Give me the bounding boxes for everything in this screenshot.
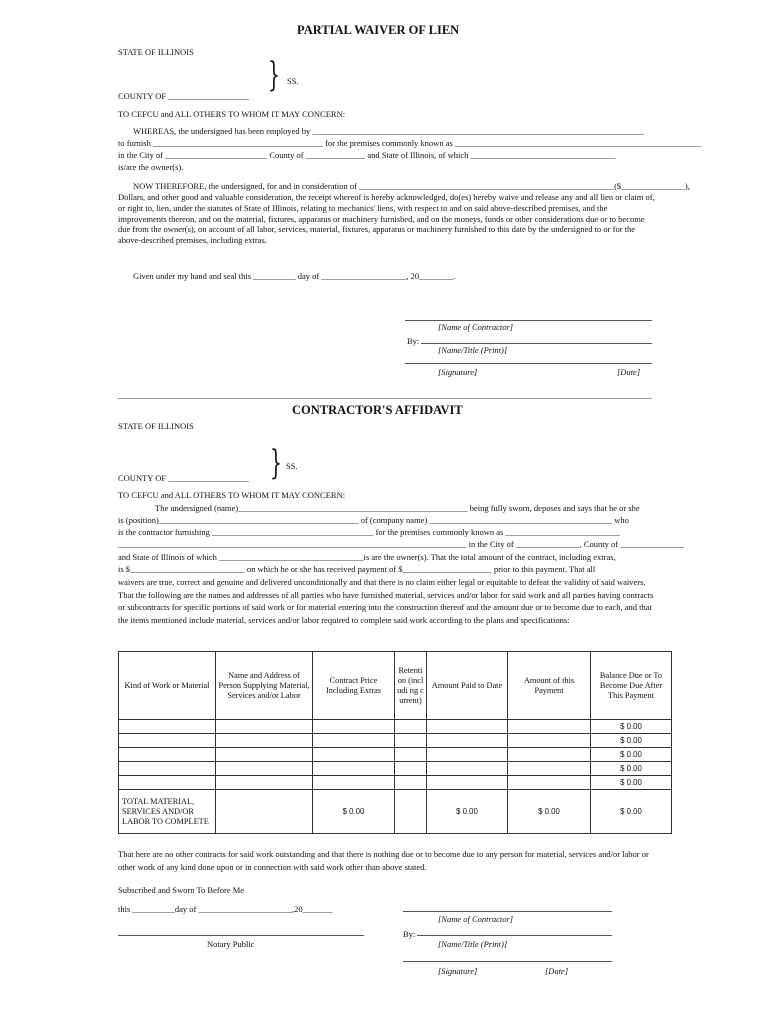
table-row bbox=[119, 734, 672, 748]
cell-contract[interactable] bbox=[313, 748, 395, 762]
waiver-now-line[interactable]: NOW THEREFORE, the undersigned, for and in consideration of ____________________________________________________________($_______________), bbox=[133, 181, 690, 191]
waiver-owners-line: is/are the owner(s). bbox=[118, 162, 184, 172]
affidavit-title: CONTRACTOR'S AFFIDAVIT bbox=[292, 403, 463, 417]
header-balance-due: Balance Due or To Become Due After This Payment bbox=[591, 652, 672, 720]
cell-kind[interactable] bbox=[119, 734, 216, 748]
cell-name[interactable] bbox=[216, 762, 313, 776]
table-row bbox=[119, 762, 672, 776]
signature-line[interactable] bbox=[405, 363, 652, 364]
cell-contract[interactable] bbox=[313, 762, 395, 776]
cell-paid[interactable] bbox=[427, 776, 508, 790]
total-payment: $ 0.00 bbox=[508, 790, 591, 834]
cell-contract[interactable] bbox=[313, 776, 395, 790]
affidavit-signature-label: [Signature] bbox=[438, 966, 478, 976]
cell-kind[interactable] bbox=[119, 762, 216, 776]
waiver-city-line[interactable]: in the City of ________________________ County of ______________ and State of Illinois, of which __________________________________ bbox=[118, 150, 615, 160]
affidavit-line-position[interactable]: is (position)_______________________________________________ of (company name) ___________________________________________ who bbox=[118, 515, 629, 525]
cell-contract[interactable] bbox=[313, 734, 395, 748]
cell-name[interactable] bbox=[216, 776, 313, 790]
affidavit-body: waivers are true, correct and genuine and delivered unconditionally and that there is no claim either legal or equitable to defeat the validity of said waivers. That the following are the names and addresses of all parties who have furnished material, services and/or labor for said work and all parties having contracts or subcontracts for specific portions of said work or for material entering into the construction thereof and the amount due or to become due to each, and that the items mentioned include material, services and/or labor required to complete said work according to the plans and specifications: bbox=[118, 577, 654, 625]
affidavit-name-title-label: [Name/Title (Print)] bbox=[438, 939, 508, 949]
cell-retention[interactable] bbox=[395, 748, 427, 762]
cell-balance: $ 0.00 bbox=[591, 776, 672, 790]
affidavit-line-name[interactable]: The undersigned (name)______________________________________________________ being fully sworn, deposes and says that he or she bbox=[155, 503, 640, 513]
cell-name[interactable] bbox=[216, 720, 313, 734]
affidavit-subscribed: Subscribed and Sworn To Before Me bbox=[118, 885, 245, 895]
by-signature-line[interactable] bbox=[421, 343, 652, 344]
cell-payment[interactable] bbox=[508, 734, 591, 748]
header-contract-price: Contract Price Including Extras bbox=[313, 652, 395, 720]
affidavit-line-city[interactable]: __________________________________________________________________________________ in the City of _______________, County of _______________ bbox=[118, 539, 684, 549]
cell-balance: $ 0.00 bbox=[591, 748, 672, 762]
table-row bbox=[119, 776, 672, 790]
cell-retention[interactable] bbox=[395, 720, 427, 734]
waiver-ss: SS. bbox=[287, 76, 299, 86]
total-paid: $ 0.00 bbox=[427, 790, 508, 834]
contractor-name-line[interactable] bbox=[403, 911, 612, 912]
affidavit-by-label: By: bbox=[403, 929, 416, 939]
total-name-cell bbox=[216, 790, 313, 834]
waiver-contractor-label: [Name of Contractor] bbox=[438, 322, 514, 332]
waiver-name-title-label: [Name/Title (Print)] bbox=[438, 345, 508, 355]
waiver-furnish-line[interactable]: to furnish ________________________________________ for the premises commonly known as __________________________________________________________ bbox=[118, 138, 702, 148]
waiver-county[interactable]: COUNTY OF ___________________ bbox=[118, 91, 249, 101]
cell-kind[interactable] bbox=[119, 748, 216, 762]
table-row bbox=[119, 748, 672, 762]
cell-kind[interactable] bbox=[119, 776, 216, 790]
table-row bbox=[119, 720, 672, 734]
table-header-row bbox=[119, 652, 672, 720]
affidavit-state: STATE OF ILLINOIS bbox=[118, 421, 194, 431]
brace-glyph: } bbox=[270, 443, 282, 483]
cell-paid[interactable] bbox=[427, 748, 508, 762]
cell-retention[interactable] bbox=[395, 776, 427, 790]
header-kind-of-work: Kind of Work or Material bbox=[119, 652, 216, 720]
affidavit-county[interactable]: COUNTY OF ___________________ bbox=[118, 473, 249, 483]
cell-name[interactable] bbox=[216, 748, 313, 762]
cell-kind[interactable] bbox=[119, 720, 216, 734]
cell-name[interactable] bbox=[216, 734, 313, 748]
waiver-given-line[interactable]: Given under my hand and seal this __________ day of ____________________, 20________. bbox=[133, 271, 456, 281]
waiver-signature-label: [Signature] bbox=[438, 367, 478, 377]
table-total-row bbox=[119, 790, 672, 834]
affidavit-this-line[interactable]: this __________day of ______________________,20_______ bbox=[118, 904, 333, 914]
total-retention-cell bbox=[395, 790, 427, 834]
payments-table bbox=[118, 651, 672, 834]
affidavit-closing: That here are no other contracts for said work outstanding and that there is nothing due or to become due to any person for material, services and/or labor or other work of any kind done upon or in connection with said work other than above stated. bbox=[118, 849, 649, 872]
affidavit-ss: SS. bbox=[286, 461, 298, 471]
by-signature-line[interactable] bbox=[417, 935, 612, 936]
cell-payment[interactable] bbox=[508, 762, 591, 776]
cell-paid[interactable] bbox=[427, 734, 508, 748]
total-balance: $ 0.00 bbox=[591, 790, 672, 834]
affidavit-notary: Notary Public bbox=[207, 939, 255, 949]
affidavit-line-furnishing[interactable]: is the contractor furnishing ______________________________________ for the premises commonly known as ___________________________ bbox=[118, 527, 621, 537]
cell-payment[interactable] bbox=[508, 748, 591, 762]
cell-retention[interactable] bbox=[395, 762, 427, 776]
affidavit-line-owners[interactable]: and State of Illinois of which __________________________________is are the owner(s). That the total amount of the contract, including extras, bbox=[118, 552, 616, 562]
waiver-state: STATE OF ILLINOIS bbox=[118, 47, 194, 57]
total-label: TOTAL MATERIAL, SERVICES AND/OR LABOR TO COMPLETE bbox=[119, 790, 216, 834]
cell-balance: $ 0.00 bbox=[591, 762, 672, 776]
waiver-by-label: By: bbox=[407, 336, 420, 346]
cell-paid[interactable] bbox=[427, 720, 508, 734]
affidavit-date-label: [Date] bbox=[545, 966, 569, 976]
waiver-whereas-line[interactable]: WHEREAS, the undersigned has been employed by ______________________________________________________________________________ bbox=[133, 126, 644, 136]
affidavit-line-amount[interactable]: is $___________________________ on which he or she has received payment of $_____________________ prior to this payment. That all bbox=[118, 564, 596, 574]
section-divider bbox=[118, 398, 652, 399]
waiver-to-line: TO CEFCU and ALL OTHERS TO WHOM IT MAY CONCERN: bbox=[118, 109, 346, 119]
cell-paid[interactable] bbox=[427, 762, 508, 776]
notary-signature-line[interactable] bbox=[118, 935, 364, 936]
affidavit-contractor-label: [Name of Contractor] bbox=[438, 914, 514, 924]
total-contract: $ 0.00 bbox=[313, 790, 395, 834]
affidavit-to-line: TO CEFCU and ALL OTHERS TO WHOM IT MAY CONCERN: bbox=[118, 490, 346, 500]
cell-balance: $ 0.00 bbox=[591, 734, 672, 748]
waiver-date-label: [Date] bbox=[617, 367, 641, 377]
cell-payment[interactable] bbox=[508, 720, 591, 734]
header-name-address: Name and Address of Person Supplying Material, Services and/or Labor bbox=[216, 652, 313, 720]
cell-balance: $ 0.00 bbox=[591, 720, 672, 734]
header-amount-paid: Amount Paid to Date bbox=[427, 652, 508, 720]
waiver-now-body: Dollars, and other good and valuable consideration, the receipt whereof is hereby acknowledged, do(es) hereby waive and release any and all lien or claim of, or right to, lien, under the statutes of State of Illinois, relating to mechanics' liens, with respect to and on said above-described premises, and the improvements thereon, and on the material, fixtures, apparatus or machinery furnished, and on the moneys, funds or other considerations due or to become due from the owner(s), on account of all labor, services, material, fixtures, apparatus or machinery furnished to this date by the undersigned to or for the above-described premises, including extras. bbox=[118, 192, 655, 246]
cell-contract[interactable] bbox=[313, 720, 395, 734]
contractor-name-line[interactable] bbox=[405, 320, 652, 321]
cell-payment[interactable] bbox=[508, 776, 591, 790]
brace-glyph: } bbox=[268, 55, 280, 95]
cell-retention[interactable] bbox=[395, 734, 427, 748]
header-amount-payment: Amount of this Payment bbox=[508, 652, 591, 720]
waiver-title: PARTIAL WAIVER OF LIEN bbox=[297, 23, 460, 37]
signature-line[interactable] bbox=[403, 961, 612, 962]
header-retention: Retenti on (includi ng current) bbox=[395, 652, 427, 720]
